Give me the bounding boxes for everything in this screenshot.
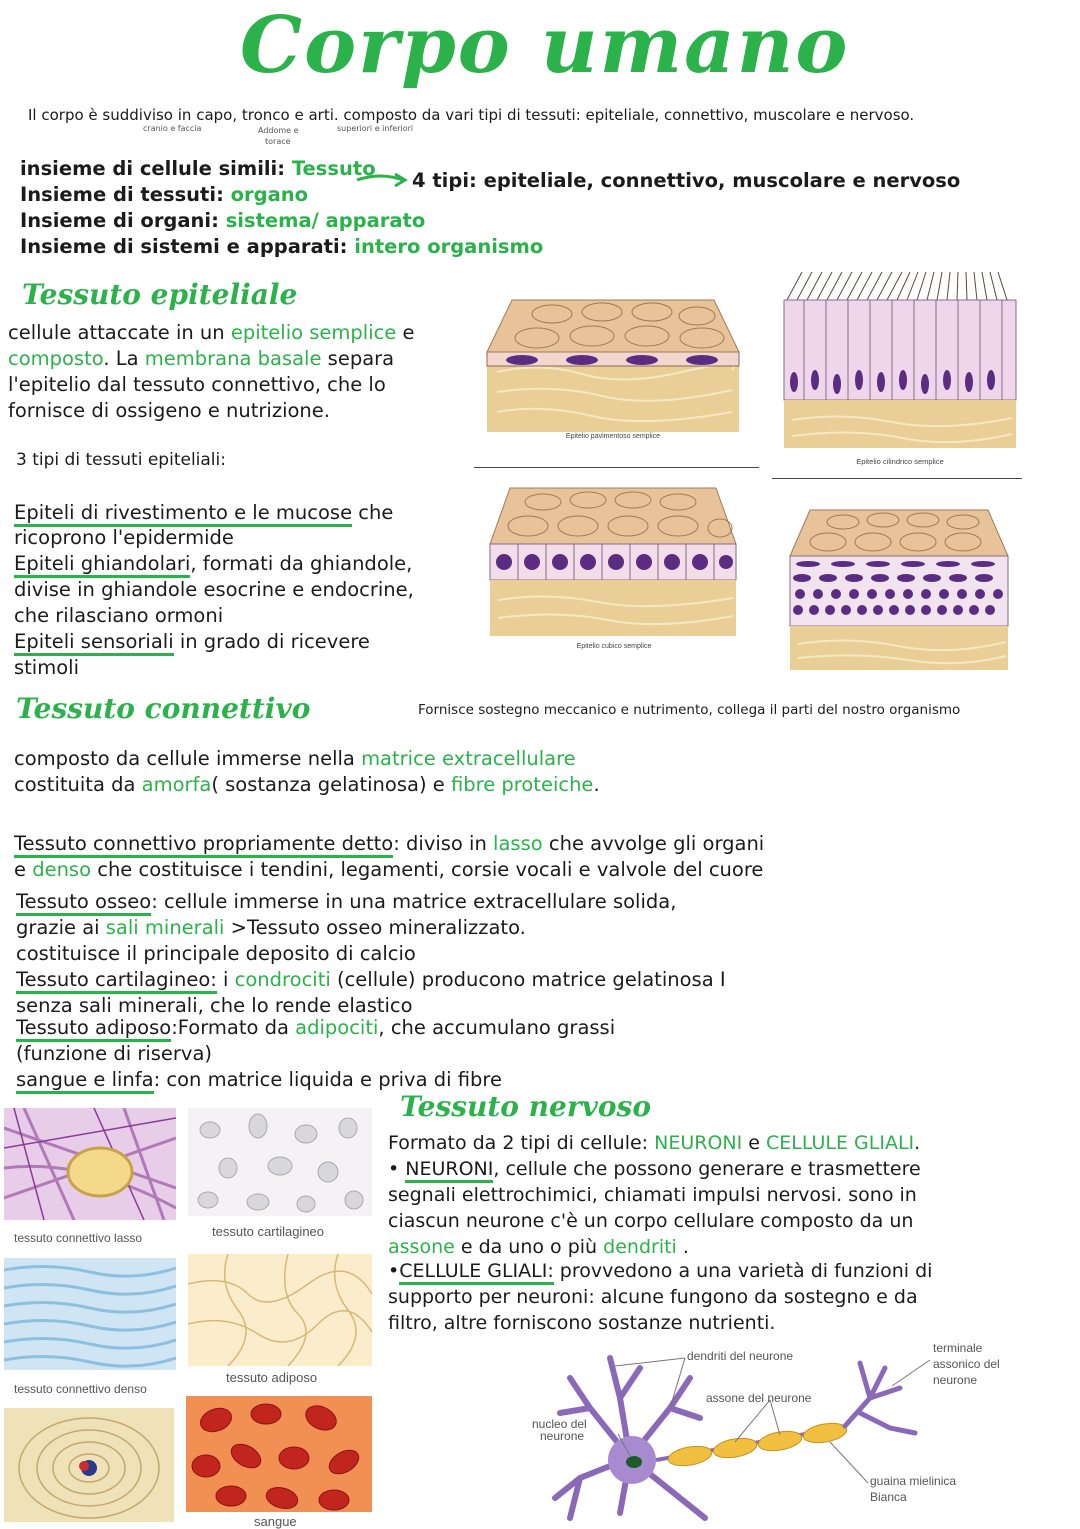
heading-nervoso: Tessuto nervoso: [400, 1090, 651, 1123]
page-title: Corpo umano: [240, 0, 850, 91]
label-terminale-2: assonico del: [933, 1357, 1000, 1371]
intro-text: Il corpo è suddiviso in capo, tronco e arti. composto da vari tipi di tessuti: epiteliale, connettivo, muscolare e nervoso.: [28, 106, 915, 124]
epi-type-2-line-3: che rilasciano ormoni: [14, 604, 224, 627]
hierarchy-line-2: Insieme di tessuti: organo: [20, 183, 309, 206]
label-nucleo-2: neurone: [540, 1429, 585, 1443]
hierarchy-line-3: Insieme di organi: sistema/ apparato: [20, 209, 426, 232]
nerv-gliali-line-2: supporto per neuroni: alcune fungono da sostegno e da: [388, 1286, 918, 1308]
caption-denso: tessuto connettivo denso: [14, 1382, 147, 1396]
connettivo-side-note: Fornisce sostegno meccanico e nutrimento, collega il parti del nostro organismo: [418, 702, 961, 718]
sangue-image: [186, 1396, 372, 1512]
label-terminale-3: neurone: [933, 1373, 978, 1387]
caption-lasso: tessuto connettivo lasso: [14, 1231, 143, 1245]
conn-sangue: sangue e linfa: con matrice liquida e priva di fibre: [16, 1067, 502, 1093]
conn-osseo-line-3: costituisce il principale deposito di calcio: [16, 942, 416, 965]
conn-adiposo: Tessuto adiposo:Formato da adipociti, che accumulano grassi: [16, 1015, 615, 1041]
osseo-image: [4, 1408, 174, 1522]
nerv-neuroni-line-3: ciascun neurone c'è un corpo cellulare composto da un: [388, 1210, 914, 1232]
divider-2: [772, 478, 1022, 479]
conn-osseo: Tessuto osseo: cellule immerse in una matrice extracellulare solida,: [16, 889, 676, 915]
nerv-gliali-line-3: filtro, altre forniscono sostanze nutrienti.: [388, 1312, 776, 1334]
epi-paragraph-4: fornisce di ossigeno e nutrizione.: [8, 399, 330, 422]
label-guaina-1: guaina mielinica: [870, 1474, 957, 1488]
epi-paragraph-3: l'epitelio dal tessuto connettivo, che lo: [8, 373, 386, 396]
adiposo-image: [188, 1254, 372, 1366]
note-tronco-1: Addome e: [258, 126, 299, 135]
epitelio-stratificato-image: [788, 506, 1010, 672]
epitelio-cilindrico-image: [782, 270, 1022, 470]
hierarchy-line-1: insieme di cellule simili: Tessuto: [20, 157, 376, 180]
conn-line-1: composto da cellule immerse nella matrice extracellulare: [14, 747, 576, 770]
nerv-neuroni-line-2: segnali elettrochimici, chiamati impulsi nervosi. sono in: [388, 1184, 917, 1206]
caption-adiposo: tessuto adiposo: [226, 1370, 318, 1385]
label-terminale-1: terminale: [933, 1341, 983, 1355]
label-dendriti: dendriti del neurone: [687, 1349, 794, 1363]
conn-adiposo-line-2: (funzione di riserva): [16, 1042, 213, 1065]
denso-image: [4, 1258, 176, 1370]
nerv-neuroni-line-4: assone e da uno o più dendriti .: [388, 1236, 689, 1258]
label-assone: assone del neurone: [706, 1391, 812, 1405]
epi-types-title: 3 tipi di tessuti epiteliali:: [16, 450, 226, 470]
caption-cilindrico: Epitelio cilindrico semplice: [856, 457, 944, 466]
conn-cartilagineo: Tessuto cartilagineo: i condrociti (cellule) producono matrice gelatinosa I: [16, 967, 726, 993]
epitelio-pavimentoso-image: [482, 292, 744, 442]
epitelio-cubico-image: [488, 484, 740, 654]
conn-propriamente-line-2: e denso che costituisce i tendini, legamenti, corsie vocali e valvole del cuore: [14, 858, 764, 881]
note-tronco-2: torace: [265, 137, 291, 146]
neuron-diagram: [530, 1338, 1030, 1524]
epi-type-3: Epiteli sensoriali in grado di ricevere: [14, 629, 370, 655]
divider: [474, 467, 759, 468]
label-nucleo-1: nucleo del: [532, 1417, 587, 1431]
caption-sangue: sangue: [254, 1514, 297, 1529]
nerv-neuroni: • NEURONI, cellule che possono generare e trasmettere: [388, 1156, 921, 1182]
nerv-gliali: •CELLULE GLIALI: provvedono a una varietà di funzioni di: [388, 1258, 932, 1284]
conn-propriamente: Tessuto connettivo propriamente detto: diviso in lasso che avvolge gli organi: [14, 831, 764, 857]
conn-line-2: costituita da amorfa( sostanza gelatinosa) e fibre proteiche.: [14, 773, 600, 796]
lasso-image: [4, 1108, 176, 1220]
note-capo: cranio e faccia: [143, 124, 202, 133]
arrow-icon: [355, 168, 410, 190]
heading-epiteliale: Tessuto epiteliale: [22, 278, 298, 311]
tissue-types-note: 4 tipi: epiteliale, connettivo, muscolare e nervoso: [412, 169, 961, 192]
caption-pavimentoso: Epitelio pavimentoso semplice: [565, 433, 661, 440]
epi-paragraph-2: composto. La membrana basale separa: [8, 347, 395, 370]
epi-type-2-line-2: divise in ghiandole esocrine e endocrine,: [14, 578, 414, 601]
epi-type-2: Epiteli ghiandolari, formati da ghiandole,: [14, 551, 412, 577]
conn-cartilagineo-line-2: senza sali minerali, che lo rende elastico: [16, 994, 413, 1017]
hierarchy-line-4: Insieme di sistemi e apparati: intero organismo: [20, 235, 544, 258]
epi-type-1: Epiteli di rivestimento e le mucose che: [14, 500, 393, 526]
label-guaina-2: Bianca: [870, 1490, 907, 1504]
epi-paragraph-1: cellule attaccate in un epitelio semplice e: [8, 321, 415, 344]
cartilagineo-image: [188, 1108, 372, 1216]
conn-osseo-line-2: grazie ai sali minerali >Tessuto osseo mineralizzato.: [16, 916, 526, 939]
heading-connettivo: Tessuto connettivo: [16, 692, 311, 725]
note-arti: superiori e inferiori: [337, 124, 414, 133]
caption-cartilagineo: tessuto cartilagineo: [212, 1224, 325, 1239]
nerv-line-1: Formato da 2 tipi di cellule: NEURONI e CELLULE GLIALI.: [388, 1132, 921, 1154]
epi-type-3-line-2: stimoli: [14, 656, 79, 679]
epi-type-1-line-2: ricoprono l'epidermide: [14, 526, 234, 549]
caption-cubico: Epitelio cubico semplice: [576, 643, 652, 650]
